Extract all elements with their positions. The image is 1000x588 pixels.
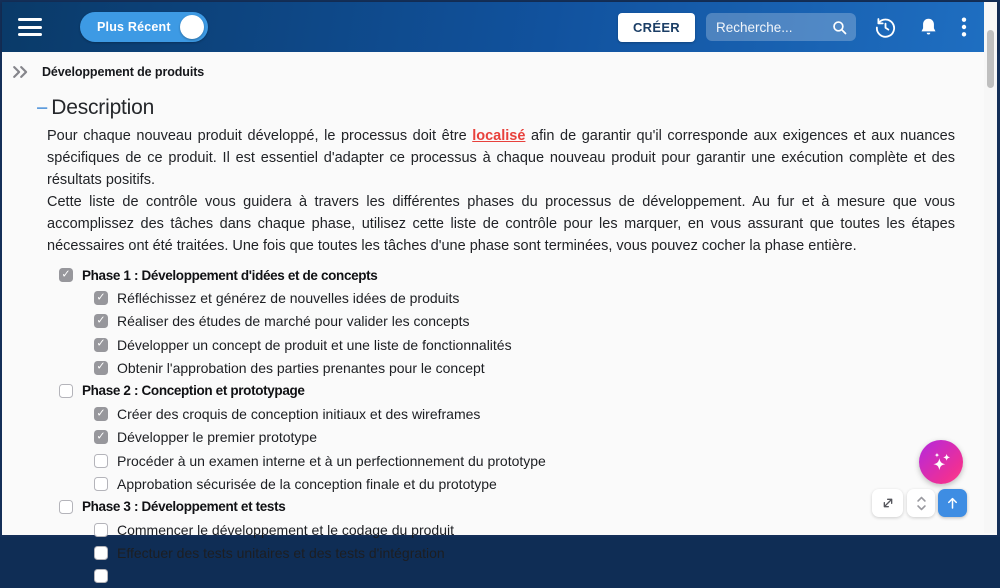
task-row bbox=[59, 449, 997, 472]
bell-icon[interactable] bbox=[918, 16, 939, 38]
checklist bbox=[59, 263, 997, 588]
sparkles-icon bbox=[928, 449, 954, 475]
phase-row bbox=[59, 263, 997, 286]
task-checkbox[interactable] bbox=[94, 314, 108, 328]
paragraph-text: afin de garantir qu'il corresponde aux exigences et aux nuances spécifiques de ce produit. Il est essentiel d'adapter ce processus à chaque nouveau produit pour garantir une exécution complète et des résultats positifs. bbox=[47, 128, 955, 188]
task-row bbox=[59, 333, 997, 356]
recency-toggle[interactable] bbox=[80, 12, 208, 42]
check-icon: ✓ bbox=[96, 360, 106, 373]
description-header bbox=[36, 96, 997, 120]
check-icon: ✓ bbox=[96, 291, 106, 304]
task-label: Développer un concept de produit et une liste de fonctionnalités bbox=[117, 336, 512, 353]
phase-checkbox[interactable] bbox=[59, 384, 73, 398]
task-label: Procéder à un examen interne et à un perfectionnement du prototype bbox=[117, 452, 546, 469]
task-checkbox[interactable] bbox=[94, 569, 108, 583]
scrollbar-thumb[interactable] bbox=[987, 30, 994, 88]
search-icon[interactable] bbox=[831, 19, 848, 36]
paragraph-text: Pour chaque nouveau produit développé, le processus doit être bbox=[47, 128, 473, 144]
page-title: Développement de produits bbox=[42, 65, 205, 79]
task-row bbox=[59, 287, 997, 310]
phase-checkbox[interactable] bbox=[59, 268, 73, 282]
task-label: Réfléchissez et générez de nouvelles idées de produits bbox=[117, 290, 460, 307]
create-button[interactable]: CRÉER bbox=[618, 13, 695, 42]
task-row bbox=[59, 542, 997, 565]
task-row bbox=[59, 310, 997, 333]
check-icon: ✓ bbox=[96, 430, 106, 443]
task-checkbox[interactable] bbox=[94, 546, 108, 560]
phase-label: Phase 3 : Développement et tests bbox=[82, 499, 286, 515]
task-row bbox=[59, 356, 997, 379]
task-label: Réaliser des études de marché pour valider les concepts bbox=[117, 313, 470, 330]
page-content bbox=[2, 52, 997, 562]
top-bar bbox=[2, 2, 997, 52]
task-label: Créer des croquis de conception initiaux et des wireframes bbox=[117, 406, 481, 423]
sidebar-expand-icon[interactable] bbox=[12, 65, 29, 79]
scrollbar-track[interactable] bbox=[984, 2, 997, 533]
task-checkbox[interactable] bbox=[94, 430, 108, 444]
task-row bbox=[59, 426, 997, 449]
description-heading: Description bbox=[51, 96, 155, 119]
task-row bbox=[59, 472, 997, 495]
task-row-cropped bbox=[59, 565, 997, 588]
localise-link[interactable]: localisé bbox=[472, 128, 526, 144]
task-checkbox[interactable] bbox=[94, 454, 108, 468]
phase-label: Phase 2 : Conception et prototypage bbox=[82, 383, 305, 399]
menu-icon[interactable] bbox=[18, 18, 42, 36]
task-label: Effectuer des tests unitaires et des tests d'intégration bbox=[117, 545, 445, 562]
task-checkbox[interactable] bbox=[94, 338, 108, 352]
check-icon: ✓ bbox=[96, 407, 106, 420]
task-label: Commencer le développement et le codage du produit bbox=[117, 522, 454, 539]
phase-label: Phase 1 : Développement d'idées et de concepts bbox=[82, 267, 378, 283]
task-checkbox[interactable] bbox=[94, 291, 108, 305]
check-icon: ✓ bbox=[96, 337, 106, 350]
description-paragraph-2: Cette liste de contrôle vous guidera à travers les différentes phases du processus de développement. Au fur et à mesure que vous accomplissez des tâches dans chaque phase, utilisez cette liste de contrôle pour les marquer, en vous assurant que toutes les étapes nécessaires ont été traitées. Une fois que toutes les tâches d'une phase sont terminées, vous pouvez cocher la phase entière. bbox=[47, 193, 955, 254]
task-checkbox[interactable] bbox=[94, 361, 108, 375]
fullscreen-button[interactable] bbox=[872, 489, 903, 517]
phase-row bbox=[59, 379, 997, 402]
search-input[interactable] bbox=[716, 20, 831, 35]
check-icon: ✓ bbox=[61, 268, 71, 281]
description-body bbox=[47, 126, 955, 257]
ai-assistant-button[interactable] bbox=[919, 440, 963, 484]
breadcrumb bbox=[2, 52, 997, 79]
task-label: Approbation sécurisée de la conception finale et du prototype bbox=[117, 475, 497, 492]
scroll-to-top-button[interactable] bbox=[938, 489, 967, 517]
search-box[interactable] bbox=[706, 13, 856, 41]
phase-row bbox=[59, 495, 997, 518]
reorder-button[interactable] bbox=[907, 489, 935, 517]
history-icon[interactable] bbox=[874, 16, 897, 39]
task-checkbox[interactable] bbox=[94, 523, 108, 537]
check-icon: ✓ bbox=[96, 314, 106, 327]
task-label: Obtenir l'approbation des parties prenantes pour le concept bbox=[117, 359, 485, 376]
task-label: Développer le premier prototype bbox=[117, 429, 317, 446]
kebab-menu-icon[interactable] bbox=[961, 16, 967, 38]
task-row bbox=[59, 403, 997, 426]
task-checkbox[interactable] bbox=[94, 477, 108, 491]
recency-toggle-label: Plus Récent bbox=[97, 20, 171, 34]
toggle-knob[interactable] bbox=[180, 15, 204, 39]
collapse-section-icon[interactable]: − bbox=[36, 96, 49, 120]
description-paragraph-1 bbox=[47, 126, 955, 192]
phase-checkbox[interactable] bbox=[59, 500, 73, 514]
task-checkbox[interactable] bbox=[94, 407, 108, 421]
task-row bbox=[59, 519, 997, 542]
